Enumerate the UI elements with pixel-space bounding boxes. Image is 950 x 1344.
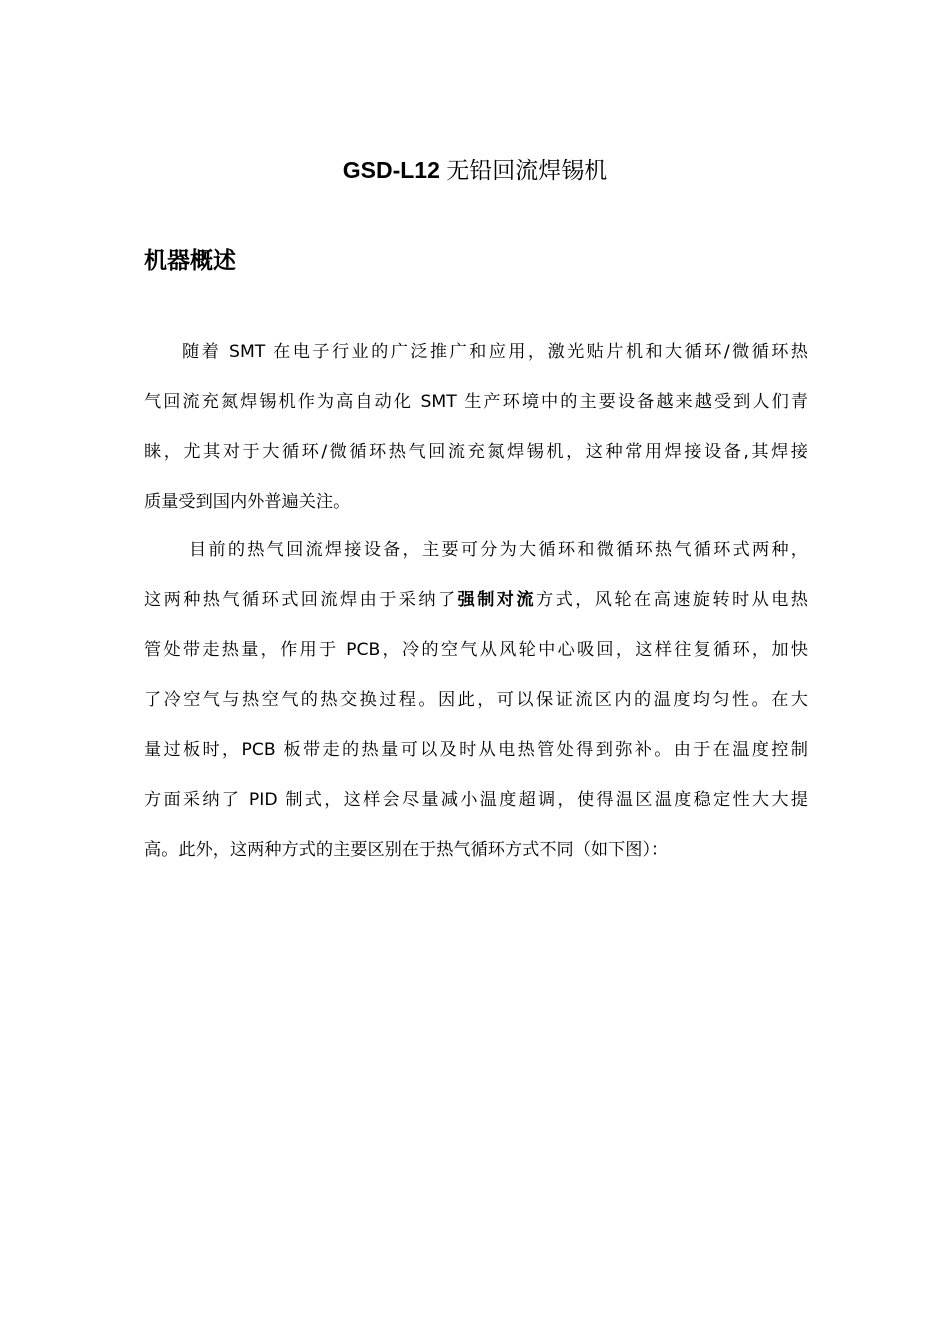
emphasis-text: 强制对流 xyxy=(457,590,536,610)
paragraph-reflow-equipment xyxy=(144,525,808,875)
section-heading: 机器概述 xyxy=(144,248,236,274)
paragraph-text: 方式，风轮在高速旋转时从电热 xyxy=(536,590,808,610)
paragraph-line: 气回流充氮焊锡机作为高自动化 SMT 生产环境中的主要设备越来越受到人们青 xyxy=(144,392,808,412)
paragraph-line: 高。此外，这两种方式的主要区别在于热气循环方式不同（如下图）： xyxy=(144,840,669,860)
document-title-text: 无铅回流焊锡机 xyxy=(446,158,608,184)
paragraph-line: 管处带走热量，作用于 PCB，冷的空气从风轮中心吸回，这样往复循环，加快 xyxy=(144,640,808,660)
paragraph-introduction xyxy=(144,327,808,527)
paragraph-line: 质量受到国内外普遍关注。 xyxy=(144,492,351,512)
paragraph-text: 这两种热气循环式回流焊由于采纳了 xyxy=(144,590,458,610)
paragraph-line: 了冷空气与热空气的热交换过程。因此，可以保证流区内的温度均匀性。在大 xyxy=(144,690,808,710)
document-title-model: GSD-L12 xyxy=(342,157,447,183)
paragraph-line: 量过板时，PCB 板带走的热量可以及时从电热管处得到弥补。由于在温度控制 xyxy=(144,740,808,760)
paragraph-line: 随着 SMT 在电子行业的广泛推广和应用，激光贴片机和大循环/微循环热 xyxy=(182,342,808,362)
paragraph-line: 睐，尤其对于大循环/微循环热气回流充氮焊锡机，这种常用焊接设备,其焊接 xyxy=(144,442,808,462)
paragraph-line: 目前的热气回流焊接设备，主要可分为大循环和微循环热气循环式两种， xyxy=(189,540,808,560)
paragraph-line xyxy=(144,575,808,625)
paragraph-line: 方面采纳了 PID 制式，这样会尽量减小温度超调，使得温区温度稳定性大大提 xyxy=(144,790,808,810)
document-title xyxy=(0,153,950,188)
